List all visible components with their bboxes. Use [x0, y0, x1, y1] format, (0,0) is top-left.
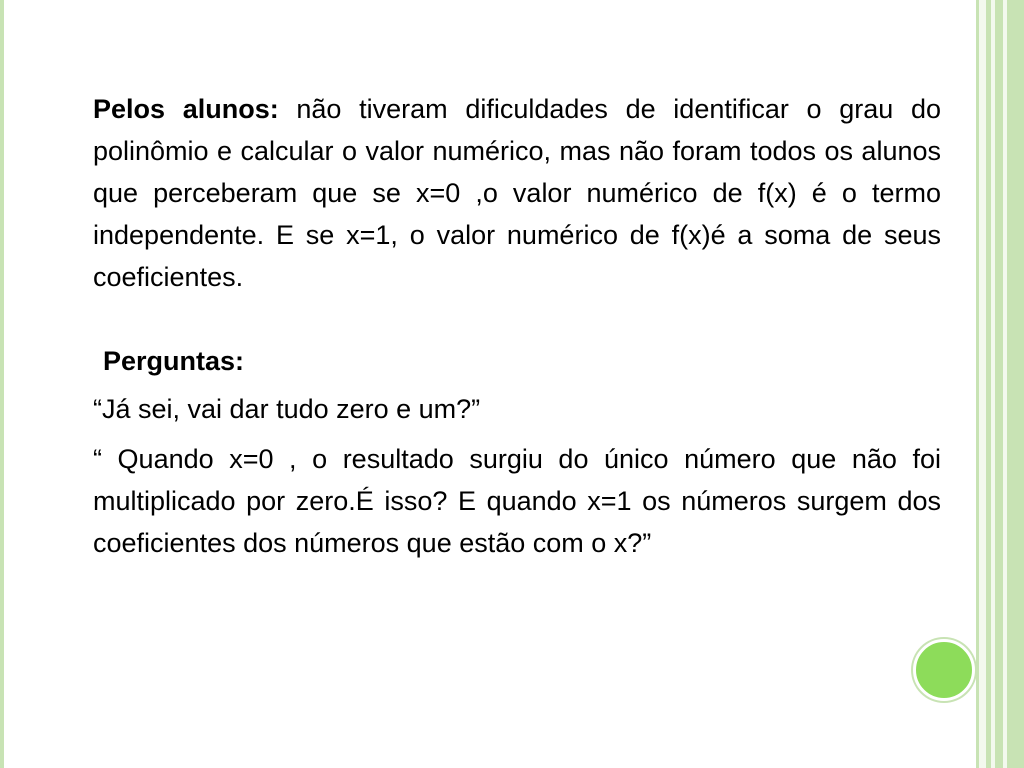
right-border-stripe	[995, 0, 1003, 768]
paragraph-text: não tiveram dificuldades de identificar o grau do polinômio e calcular o valor numérico, mas não foram todos os alunos que perceberam que se x=0 ,o valor numérico de f(x) é o termo independente. E se x=1, o valor numérico de f(x)é a soma de seus coeficientes.	[93, 94, 941, 292]
right-border-gap	[979, 0, 986, 768]
decorative-green-circle	[913, 639, 975, 701]
left-border	[0, 0, 4, 768]
paragraph-label: Pelos alunos:	[93, 94, 279, 124]
observation-paragraph	[93, 88, 941, 298]
question-item: “ Quando x=0 , o resultado surgiu do único número que não foi multiplicado por zero.É isso? E quando x=1 os números surgem dos coeficientes dos números que estão com o x?”	[93, 444, 941, 558]
right-border-stripe	[1007, 0, 1024, 768]
question-item: “Já sei, vai dar tudo zero e um?”	[93, 394, 481, 424]
questions-heading: Perguntas:	[103, 346, 245, 376]
slide-body	[93, 88, 941, 564]
